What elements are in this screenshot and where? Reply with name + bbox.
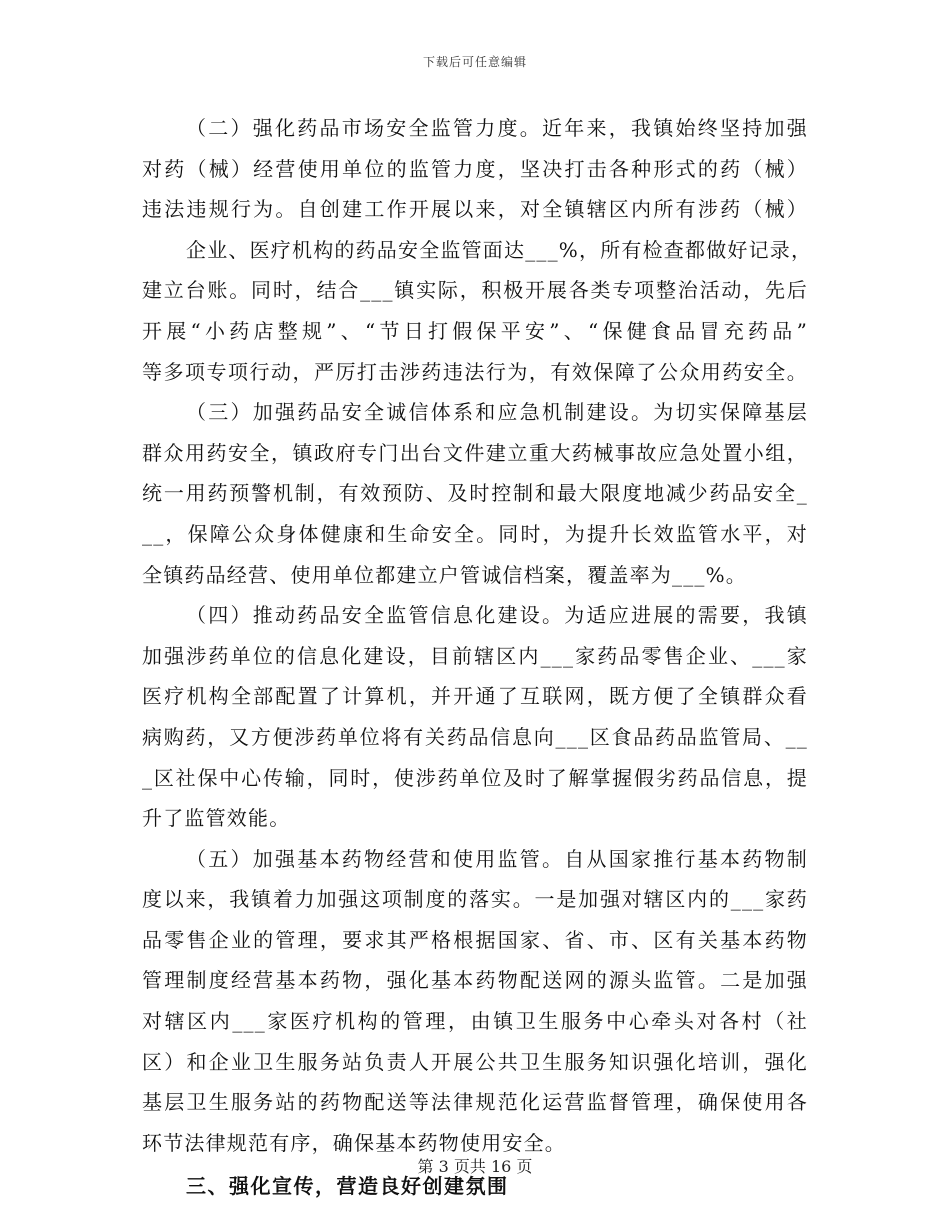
page-header: 下载后可任意编辑 xyxy=(422,55,527,69)
text-line: 群众用药安全，镇政府专门出台文件建立重大药械事故应急处置小组， xyxy=(142,440,808,465)
text-line: 建立台账。同时，结合___镇实际，积极开展各类专项整治活动，先后 xyxy=(142,278,808,303)
section-heading: 三、强化宣传，营造良好创建氛围 xyxy=(186,1174,509,1199)
text-line: 企业、医疗机构的药品安全监管面达___%，所有检查都做好记录， xyxy=(186,237,813,262)
text-line: 升了监管效能。 xyxy=(142,806,291,831)
paragraph xyxy=(142,230,813,392)
text-line: 违法违规行为。自创建工作开展以来，对全镇辖区内所有涉药（械） xyxy=(142,197,808,222)
text-line: __，保障公众身体健康和生命安全。同时，为提升长效监管水平，对 xyxy=(142,521,808,546)
text-line: 品零售企业的管理，要求其严格根据国家、省、市、区有关基本药物 xyxy=(142,927,808,952)
text-line: （二）强化药品市场安全监管力度。近年来，我镇始终坚持加强 xyxy=(186,116,808,140)
paragraph xyxy=(142,392,808,595)
document-body xyxy=(142,108,813,1209)
paragraph xyxy=(142,839,808,1164)
paragraph xyxy=(142,108,808,230)
text-line: 病购药，又方便涉药单位将有关药品信息向___区食品药品监管局、__ xyxy=(142,724,808,749)
text-line: （五）加强基本药物经营和使用监管。自从国家推行基本药物制 xyxy=(186,846,808,871)
text-line: （三）加强药品安全诚信体系和应急机制建设。为切实保障基层 xyxy=(186,400,808,425)
page-number: 第 3 页共 16 页 xyxy=(417,1157,533,1176)
text-line: 医疗机构全部配置了计算机，并开通了互联网，既方便了全镇群众看 xyxy=(142,684,808,709)
text-line: 等多项专项行动，严厉打击涉药违法行为，有效保障了公众用药安全。 xyxy=(142,359,808,384)
text-line: 加强涉药单位的信息化建设，目前辖区内___家药品零售企业、___家 xyxy=(142,643,808,668)
text-line: 环节法律规范有序，确保基本药物使用安全。 xyxy=(142,1130,566,1155)
paragraph xyxy=(142,595,808,839)
text-line: 对药（械）经营使用单位的监管力度，坚决打击各种形式的药（械） xyxy=(142,156,808,181)
text-line: 基层卫生服务站的药物配送等法律规范化运营监督管理，确保使用各 xyxy=(142,1090,808,1115)
text-line: 对辖区内___家医疗机构的管理，由镇卫生服务中心牵头对各村（社 xyxy=(142,1009,808,1034)
text-line: 全镇药品经营、使用单位都建立户管诚信档案，覆盖率为___%。 xyxy=(142,562,748,587)
text-line: _区社保中心传输，同时，使涉药单位及时了解掌握假劣药品信息，提 xyxy=(142,765,808,790)
text-line: （四）推动药品安全监管信息化建设。为适应进展的需要，我镇 xyxy=(186,603,808,628)
text-line: 开展“小药店整规”、“节日打假保平安”、“保健食品冒充药品” xyxy=(142,318,808,343)
text-line: 区）和企业卫生服务站负责人开展公共卫生服务知识强化培训，强化 xyxy=(142,1049,808,1074)
text-line: 度以来，我镇着力加强这项制度的落实。一是加强对辖区内的___家药 xyxy=(142,887,808,912)
text-line: 管理制度经营基本药物，强化基本药物配送网的源头监管。二是加强 xyxy=(142,968,808,993)
text-line: 统一用药预警机制，有效预防、及时控制和最大限度地减少药品安全_ xyxy=(142,481,808,506)
